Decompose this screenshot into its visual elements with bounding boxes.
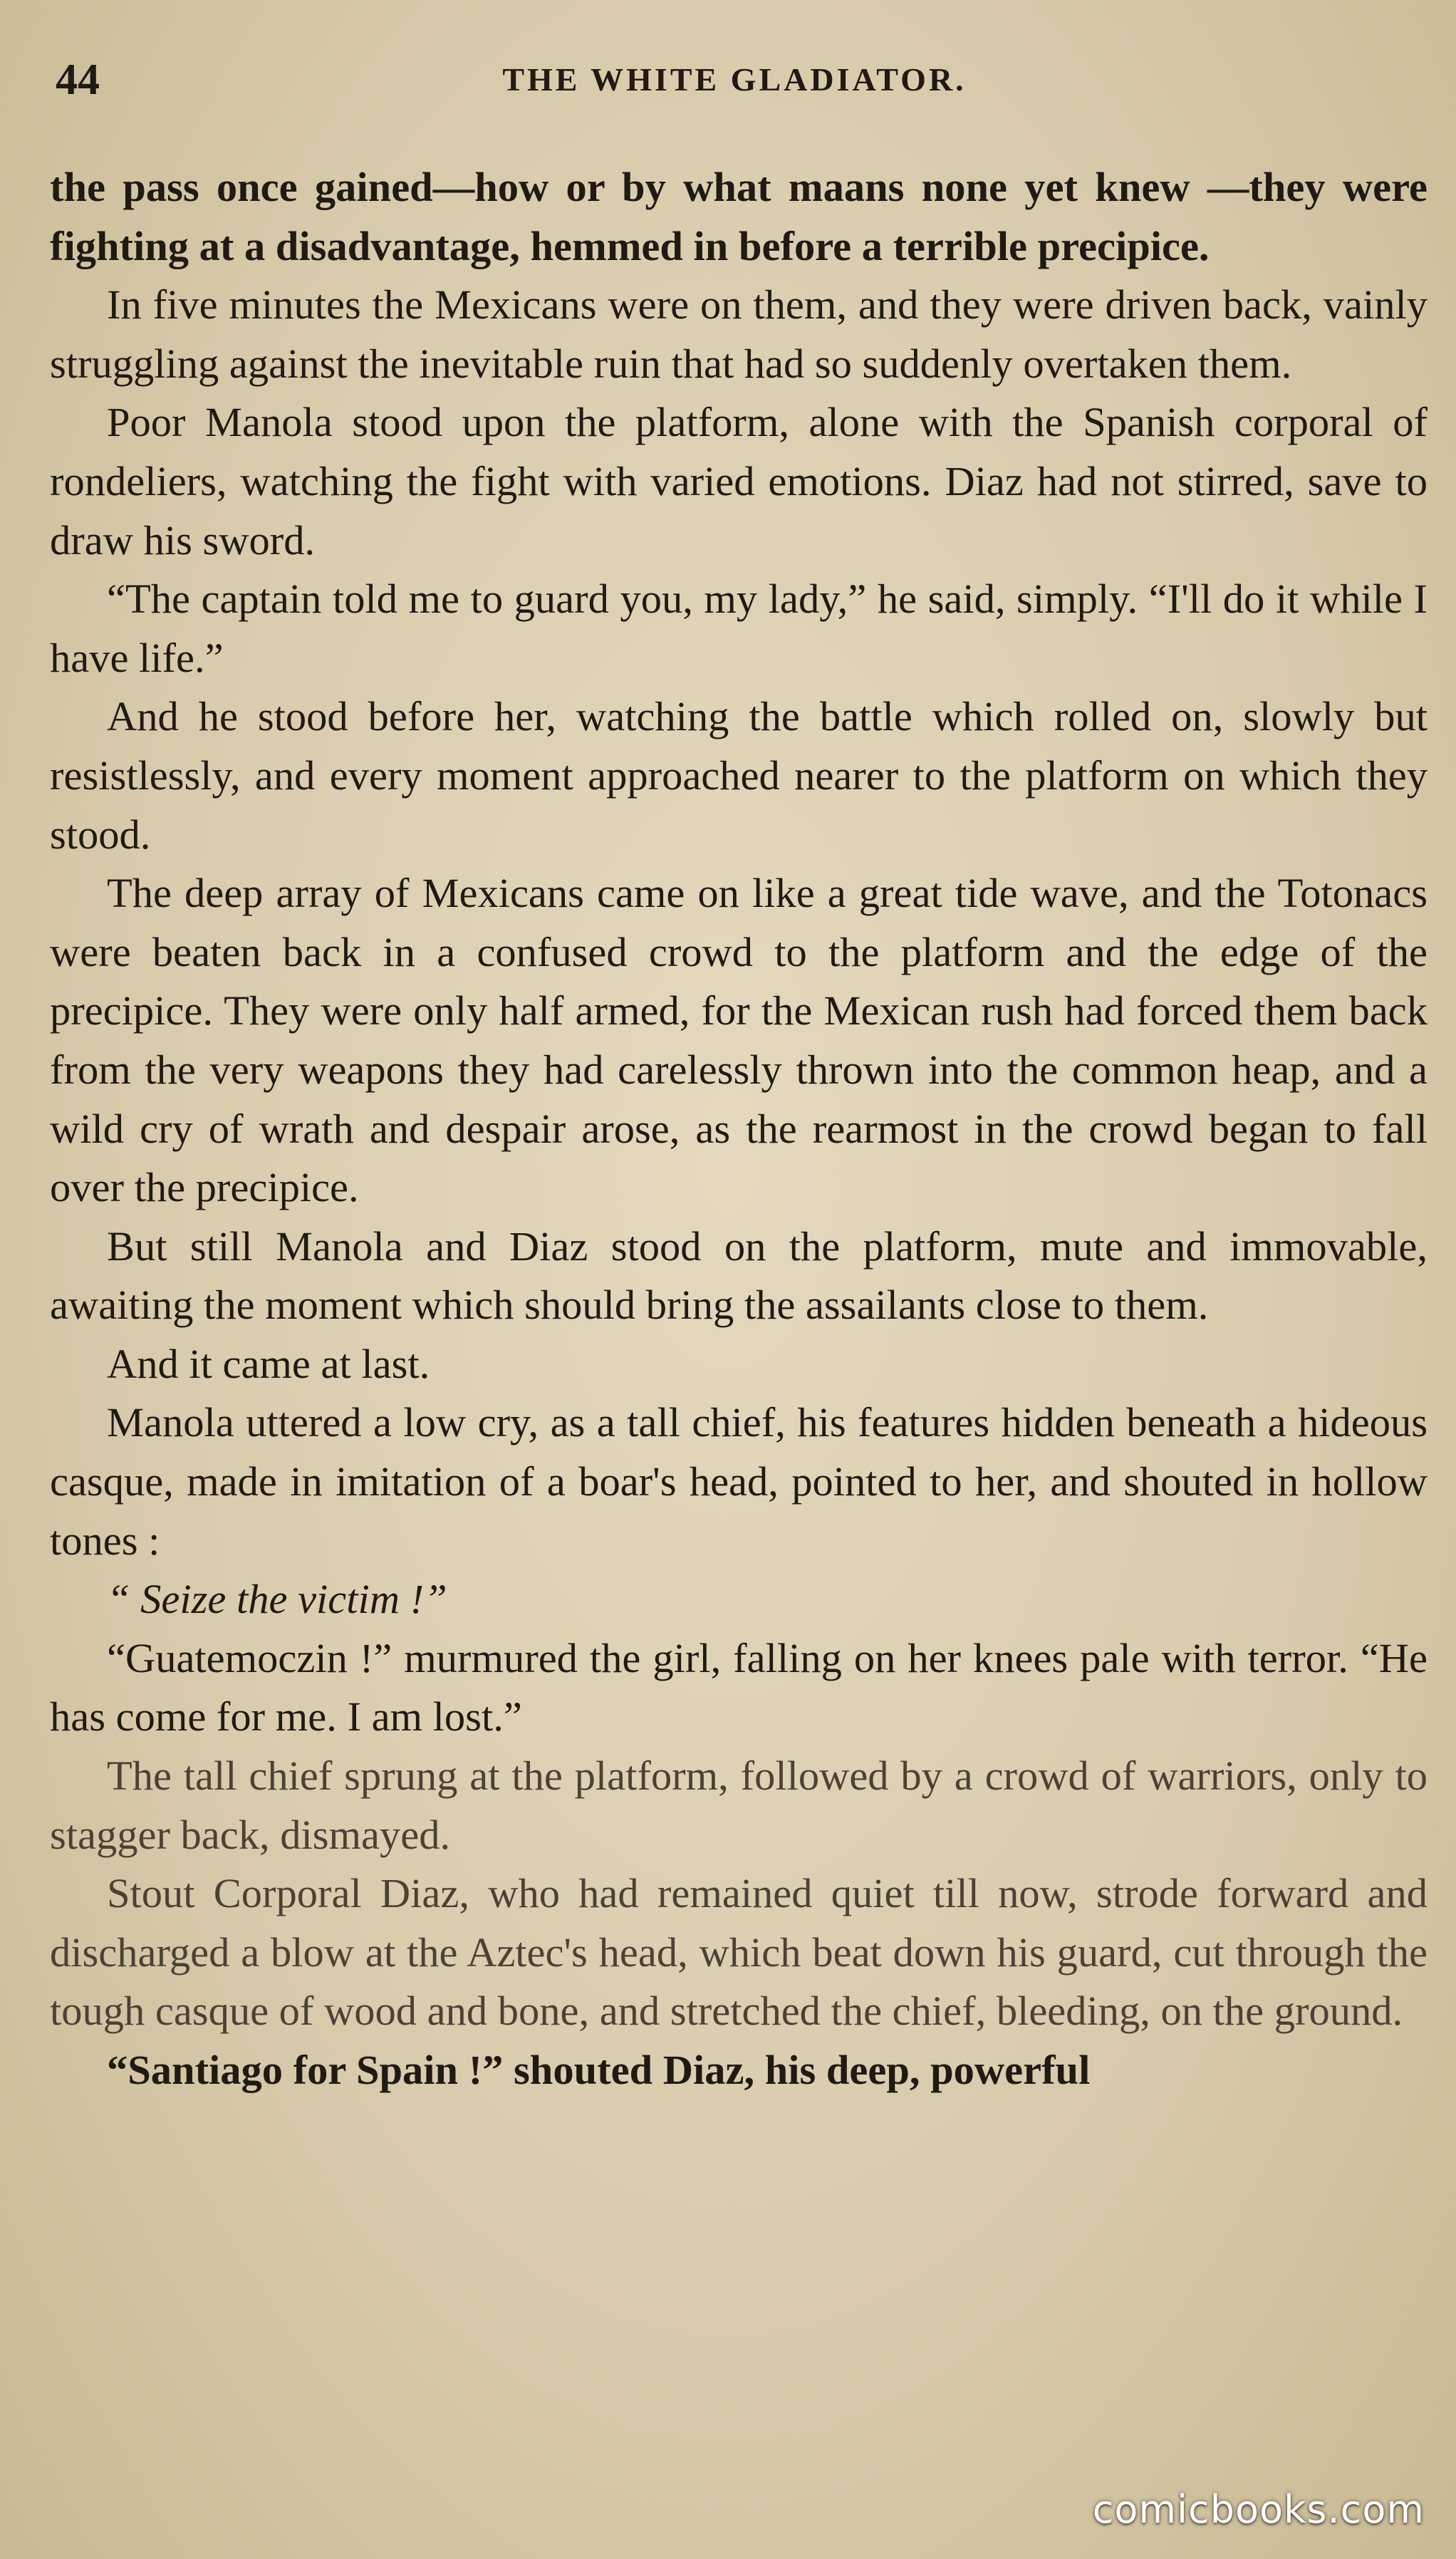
page-header bbox=[56, 51, 1413, 108]
paragraph-4: “The captain told me to guard you, my lady,” he said, simply. “I'll do it while I have life.” bbox=[50, 576, 1428, 681]
paragraph-1: the pass once gained—how or by what maans none yet knew —they were fighting at a disadvantage, hemmed in before a terrible precipice. bbox=[50, 164, 1428, 269]
paragraph-12: The tall chief sprung at the platform, followed by a crowd of warriors, only to stagger back, dismayed. bbox=[50, 1753, 1428, 1858]
paragraph-3: Poor Manola stood upon the platform, alone with the Spanish corporal of rondeliers, watching the fight with varied emotions. Diaz had not stirred, save to draw his sword. bbox=[50, 399, 1428, 564]
paragraph-6: The deep array of Mexicans came on like a great tide wave, and the Totonacs were beaten back in a confused crowd to the platform and the edge of the precipice. They were only half armed, for the Mexican rush had forced them back from the very weapons they had carelessly thrown into the common heap, and a wild cry of wrath and despair arose, as the rearmost in the crowd began to fall over the precipice. bbox=[50, 870, 1428, 1211]
paragraph-2: In five minutes the Mexicans were on them, and they were driven back, vainly struggling against the inevitable ruin that had so suddenly overtaken them. bbox=[50, 281, 1428, 387]
paragraph-9: Manola uttered a low cry, as a tall chief, his features hidden beneath a hideous casque, made in imitation of a boar's head, pointed to her, and shouted in hollow tones : bbox=[50, 1399, 1428, 1564]
paragraph-10 bbox=[50, 1570, 1428, 1629]
paragraph-13: Stout Corporal Diaz, who had remained quiet till now, strode forward and discharged a blow at the Aztec's head, which beat down his guard, cut through the tough casque of wood and bone, and stretched the chief, bleeding, on the ground. bbox=[50, 1870, 1428, 2035]
italic-quote: “ Seize the victim !” bbox=[107, 1576, 447, 1623]
paragraph-7: But still Manola and Diaz stood on the platform, mute and immovable, awaiting the moment which should bring the assailants close to them. bbox=[50, 1223, 1428, 1329]
paragraph-8: And it came at last. bbox=[107, 1340, 430, 1387]
paragraph-14: “Santiago for Spain !” shouted Diaz, his deep, powerful bbox=[107, 2047, 1091, 2093]
paragraph-11: “Guatemoczin !” murmured the girl, falling on her knees pale with terror. “He has come for me. I am lost.” bbox=[50, 1634, 1428, 1740]
running-title: THE WHITE GLADIATOR. bbox=[502, 61, 967, 98]
paragraph-5: And he stood before her, watching the battle which rolled on, slowly but resistlessly, and every moment approached nearer to the platform on which they stood. bbox=[50, 693, 1428, 858]
watermark: comicbooks.com bbox=[1092, 2487, 1425, 2532]
page-number: 44 bbox=[56, 56, 100, 104]
body-text bbox=[50, 158, 1428, 2100]
